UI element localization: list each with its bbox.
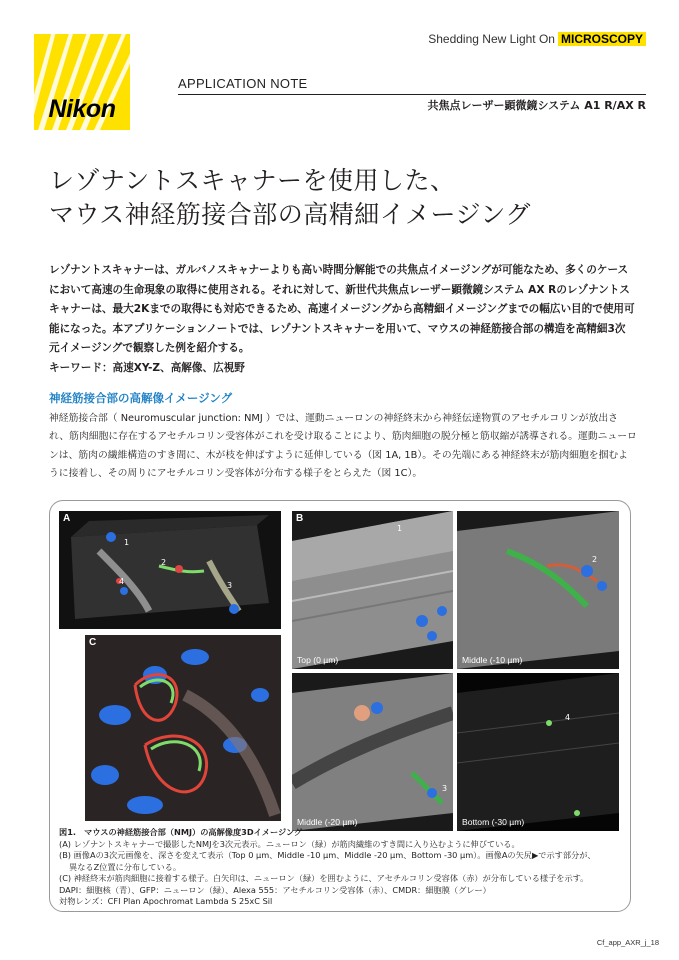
figure-caption-title: 図1. マウスの神経筋接合部（NMJ）の高解像度3Dイメージング [59,827,303,837]
panel-c-label: C [89,637,97,648]
b-bottom-caption: Bottom (-30 µm) [462,817,525,827]
logo-wordmark: Nikon [48,95,116,123]
figure-caption-a: (A) レゾナントスキャナーで撮影したNMJを3次元表示。ニューロン（緑）が筋肉繊維のすき間に入り込むように伸びている。 [59,838,520,849]
tagline-prefix: Shedding New Light On [428,32,555,46]
b-middle-20-caption: Middle (-20 µm) [297,817,358,827]
title-line-2: マウス神経筋接合部の高精細イメージング [49,200,531,229]
footer-code: Cf_app_AXR_j_18 [596,938,659,947]
figure-panel-b-bottom [457,673,619,831]
figure-panel-b-top [292,511,453,669]
keywords: キーワード：高速XY-Z、高解像、広視野 [49,361,245,374]
nikon-logo [34,34,130,130]
system-name: 共焦点レーザー顕微鏡システム A1 R/AX R [427,99,646,112]
page-title [49,164,531,232]
b-middle-10-caption: Middle (-10 µm) [462,655,523,665]
panel-a-marker-3: 3 [227,581,233,590]
panel-c-image [85,635,281,821]
b-bottom-marker: 4 [565,713,571,722]
figure-caption-lens: 対物レンズ：CFI Plan Apochromat Lambda S 25xC Sil [59,896,273,906]
title-line-1: レゾナントスキャナーを使用した、 [49,166,456,195]
panel-b-top-image [292,511,453,669]
section-body: 神経筋接合部（ Neuromuscular junction: NMJ ）では、運動ニューロンの神経終末から神経伝達物質のアセチルコリンが放出され、筋肉細胞に存在するアセチルコリン受容体がこれを受け取ることにより、筋肉細胞の脱分極と筋収縮が誘導される。運動ニューロンは、筋肉の繊維構造のすき間に、木が枝を伸ばすように延伸している（図 1A, 1B）。その先端にある神経終末が筋肉細胞を掴むように接着し、その周りにアセチルコリン受容体が分布する様子をとらえた（図 1C）。 [49,413,637,479]
figure-caption-b2: 異なるZ位置に分布している。 [69,861,182,872]
intro-text: レゾナントスキャナーは、ガルバノスキャナーよりも高い時間分解能での共焦点イメージングが可能なため、多くのケースにおいて高速の生命現象の取得に使用される。それに対して、新世代共焦点レーザー顕微鏡システム AX Rのレゾナントスキャナーは、最大2Kまでの取得にも対応できるため、高速イメージングから高精細イメージングまでの幅広い目的で使用可能になった。本アプリケーションノートでは、レゾナントスキャナーを用いて、マウスの神経筋接合部の構造を高精細3次元イメージングで観察した例を紹介する。 [49,264,635,355]
figure-caption-stain: DAPI：細胞核（青）、GFP：ニューロン（緑）、Alexa 555：アセチルコリン受容体（赤）、CMDR：細胞膜（グレー） [59,884,491,895]
panel-a-marker-1: 1 [124,538,130,547]
section-heading: 神経筋接合部の高解像イメージング [49,391,233,405]
intro-paragraph [49,261,635,379]
panel-a-image [59,511,281,629]
panel-a-label: A [63,513,71,524]
panel-b-label: B [296,513,304,524]
tagline-highlight: MICROSCOPY [558,32,646,46]
panel-b-bottom-image [457,673,619,831]
b-top-caption: Top (0 µm) [297,655,339,665]
header-rule [178,94,646,95]
figure-panel-b-middle-10 [457,511,619,669]
figure-panel-c [85,635,281,821]
b-middle-10-marker: 2 [592,555,598,564]
figure-caption [59,827,629,908]
figure-panel-b-middle-20 [292,673,453,831]
figure-caption-b1: (B) 画像Aの3次元画像を、深さを変えて表示（Top 0 µm、Middle -10 µm、Middle -20 µm、Bottom -30 µm）。画像Aの矢尻▶で示す部分が、 [59,850,596,860]
figure-panel-a [59,511,281,629]
b-top-marker: 1 [397,524,403,533]
panel-a-marker-2: 2 [161,558,167,567]
figure-caption-c: (C) 神経終末が筋肉細胞に接着する様子。白矢印は、ニューロン（緑）を囲むように、アセチルコリン受容体（赤）が分布している様子を示す。 [59,873,589,883]
tagline [428,32,646,46]
doc-type: APPLICATION NOTE [178,76,308,91]
panel-a-marker-4: 4 [119,577,125,586]
panel-b-middle-10-image [457,511,619,669]
panel-b-middle-20-image [292,673,453,831]
b-middle-20-marker: 3 [442,784,448,793]
